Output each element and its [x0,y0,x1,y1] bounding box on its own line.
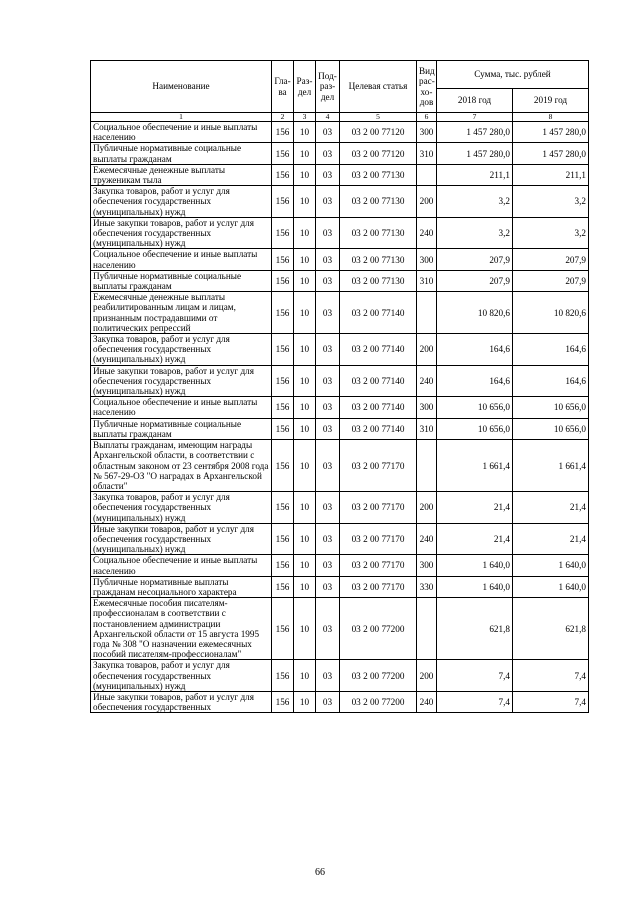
header-year-2019: 2019 год [513,89,589,113]
row-sum-2019-cell: 10 656,0 [513,418,589,439]
row-target-cell: 03 2 00 77140 [340,397,417,418]
row-target-cell: 03 2 00 77170 [340,576,417,597]
row-expense-type-cell: 300 [417,249,437,270]
row-expense-type-cell: 330 [417,576,437,597]
row-target-cell: 03 2 00 77140 [340,418,417,439]
row-expense-type-cell: 300 [417,397,437,418]
row-sum-2018-cell: 207,9 [437,249,513,270]
row-target-cell: 03 2 00 77200 [340,660,417,692]
column-number: 1 [91,113,272,122]
row-subsection-cell: 03 [316,143,340,164]
column-number: 2 [272,113,294,122]
row-subsection-cell: 03 [316,186,340,218]
row-subsection-cell: 03 [316,598,340,660]
row-sum-2019-cell: 7,4 [513,660,589,692]
row-subsection-cell: 03 [316,523,340,555]
row-expense-type-cell: 310 [417,418,437,439]
row-subsection-cell: 03 [316,576,340,597]
row-chapter-cell: 156 [272,397,294,418]
table-row [91,397,589,418]
row-chapter-cell: 156 [272,523,294,555]
header-subsection: Под-раз-дел [316,61,340,113]
row-subsection-cell: 03 [316,334,340,366]
table-row [91,217,589,249]
row-subsection-cell: 03 [316,164,340,185]
table-row [91,576,589,597]
row-sum-2019-cell: 3,2 [513,186,589,218]
row-name-cell: Социальное обеспечение и иные выплаты населению [91,555,272,576]
row-name-cell: Закупка товаров, работ и услуг для обеспечения государственных (муниципальных) нужд [91,186,272,218]
row-name-cell: Иные закупки товаров, работ и услуг для обеспечения государственных (муниципальных) нужд [91,365,272,397]
row-expense-type-cell: 200 [417,492,437,524]
table-row [91,186,589,218]
row-chapter-cell: 156 [272,292,294,334]
row-sum-2018-cell: 10 820,6 [437,292,513,334]
table-row [91,270,589,291]
row-sum-2018-cell: 1 640,0 [437,576,513,597]
row-sum-2018-cell: 7,4 [437,691,513,712]
table-row [91,598,589,660]
row-sum-2018-cell: 10 656,0 [437,418,513,439]
row-target-cell: 03 2 00 77200 [340,598,417,660]
row-target-cell: 03 2 00 77120 [340,143,417,164]
row-sum-2019-cell: 21,4 [513,523,589,555]
row-chapter-cell: 156 [272,598,294,660]
table-row [91,523,589,555]
header-target: Целевая статья [340,61,417,113]
row-sum-2019-cell: 1 640,0 [513,555,589,576]
row-section-cell: 10 [294,492,316,524]
row-chapter-cell: 156 [272,365,294,397]
table-header [91,61,589,122]
row-expense-type-cell: 200 [417,660,437,692]
row-name-cell: Публичные нормативные социальные выплаты гражданам [91,270,272,291]
row-subsection-cell: 03 [316,492,340,524]
row-sum-2019-cell: 211,1 [513,164,589,185]
column-number-row [91,113,589,122]
row-section-cell: 10 [294,691,316,712]
row-section-cell: 10 [294,660,316,692]
row-section-cell: 10 [294,418,316,439]
row-chapter-cell: 156 [272,576,294,597]
row-subsection-cell: 03 [316,660,340,692]
row-chapter-cell: 156 [272,122,294,143]
row-expense-type-cell: 240 [417,365,437,397]
row-sum-2018-cell: 164,6 [437,334,513,366]
row-sum-2019-cell: 1 457 280,0 [513,122,589,143]
row-target-cell: 03 2 00 77140 [340,334,417,366]
row-name-cell: Закупка товаров, работ и услуг для обеспечения государственных (муниципальных) нужд [91,492,272,524]
row-section-cell: 10 [294,334,316,366]
row-sum-2019-cell: 207,9 [513,249,589,270]
budget-table [90,60,589,713]
row-subsection-cell: 03 [316,418,340,439]
row-section-cell: 10 [294,292,316,334]
row-sum-2018-cell: 1 457 280,0 [437,143,513,164]
row-sum-2019-cell: 164,6 [513,334,589,366]
row-expense-type-cell: 240 [417,523,437,555]
row-subsection-cell: 03 [316,270,340,291]
row-sum-2019-cell: 1 640,0 [513,576,589,597]
row-sum-2019-cell: 1 661,4 [513,440,589,492]
page-number: 66 [315,867,325,878]
row-chapter-cell: 156 [272,143,294,164]
row-chapter-cell: 156 [272,492,294,524]
row-sum-2018-cell: 1 661,4 [437,440,513,492]
row-section-cell: 10 [294,164,316,185]
column-number: 3 [294,113,316,122]
table-row [91,555,589,576]
row-target-cell: 03 2 00 77130 [340,249,417,270]
row-target-cell: 03 2 00 77170 [340,492,417,524]
row-sum-2018-cell: 3,2 [437,217,513,249]
row-section-cell: 10 [294,576,316,597]
row-target-cell: 03 2 00 77170 [340,523,417,555]
row-target-cell: 03 2 00 77200 [340,691,417,712]
row-target-cell: 03 2 00 77170 [340,440,417,492]
row-name-cell: Ежемесячные денежные выплаты реабилитированным лицам и лицам, признанным пострадавшими от политических репрессий [91,292,272,334]
table-row [91,164,589,185]
row-subsection-cell: 03 [316,292,340,334]
row-section-cell: 10 [294,217,316,249]
header-expense-type: Вид рас-хо-дов [417,61,437,113]
row-chapter-cell: 156 [272,691,294,712]
row-expense-type-cell: 240 [417,217,437,249]
row-target-cell: 03 2 00 77130 [340,164,417,185]
row-chapter-cell: 156 [272,440,294,492]
row-subsection-cell: 03 [316,440,340,492]
row-section-cell: 10 [294,365,316,397]
row-target-cell: 03 2 00 77140 [340,292,417,334]
row-name-cell: Социальное обеспечение и иные выплаты населению [91,249,272,270]
column-number: 8 [513,113,589,122]
row-section-cell: 10 [294,270,316,291]
row-chapter-cell: 156 [272,270,294,291]
row-sum-2019-cell: 621,8 [513,598,589,660]
row-section-cell: 10 [294,598,316,660]
row-section-cell: 10 [294,555,316,576]
row-expense-type-cell: 240 [417,691,437,712]
row-sum-2019-cell: 21,4 [513,492,589,524]
row-target-cell: 03 2 00 77130 [340,270,417,291]
row-name-cell: Выплаты гражданам, имеющим награды Архангельской области, в соответствии с областным законом от 23 сентября 2008 года № 567-29-ОЗ "О наградах в Архангельской области" [91,440,272,492]
table-row [91,249,589,270]
row-name-cell: Закупка товаров, работ и услуг для обеспечения государственных (муниципальных) нужд [91,660,272,692]
table-body [91,122,589,713]
row-sum-2018-cell: 207,9 [437,270,513,291]
row-sum-2018-cell: 21,4 [437,523,513,555]
row-expense-type-cell [417,164,437,185]
row-target-cell: 03 2 00 77120 [340,122,417,143]
row-subsection-cell: 03 [316,217,340,249]
header-sum: Сумма, тыс. рублей [437,61,589,89]
row-subsection-cell: 03 [316,122,340,143]
row-sum-2018-cell: 1 640,0 [437,555,513,576]
row-name-cell: Ежемесячные денежные выплаты труженикам тыла [91,164,272,185]
header-chapter: Гла-ва [272,61,294,113]
table-row [91,365,589,397]
row-section-cell: 10 [294,523,316,555]
row-subsection-cell: 03 [316,249,340,270]
row-sum-2018-cell: 10 656,0 [437,397,513,418]
row-expense-type-cell [417,440,437,492]
row-chapter-cell: 156 [272,334,294,366]
row-sum-2019-cell: 10 656,0 [513,397,589,418]
row-chapter-cell: 156 [272,555,294,576]
row-expense-type-cell [417,598,437,660]
row-expense-type-cell: 300 [417,122,437,143]
row-chapter-cell: 156 [272,164,294,185]
row-name-cell: Закупка товаров, работ и услуг для обеспечения государственных (муниципальных) нужд [91,334,272,366]
table-row [91,691,589,712]
row-target-cell: 03 2 00 77130 [340,186,417,218]
column-number: 7 [437,113,513,122]
table-row [91,492,589,524]
header-year-2018: 2018 год [437,89,513,113]
row-section-cell: 10 [294,397,316,418]
row-section-cell: 10 [294,143,316,164]
row-target-cell: 03 2 00 77140 [340,365,417,397]
row-section-cell: 10 [294,440,316,492]
row-name-cell: Иные закупки товаров, работ и услуг для обеспечения государственных (муниципальных) нужд [91,523,272,555]
column-number: 5 [340,113,417,122]
table-row [91,440,589,492]
row-chapter-cell: 156 [272,186,294,218]
row-subsection-cell: 03 [316,691,340,712]
row-sum-2018-cell: 7,4 [437,660,513,692]
row-chapter-cell: 156 [272,249,294,270]
row-name-cell: Социальное обеспечение и иные выплаты населению [91,397,272,418]
row-sum-2018-cell: 621,8 [437,598,513,660]
row-sum-2019-cell: 3,2 [513,217,589,249]
row-name-cell: Социальное обеспечение и иные выплаты населению [91,122,272,143]
row-target-cell: 03 2 00 77130 [340,217,417,249]
row-subsection-cell: 03 [316,397,340,418]
header-section: Раз-дел [294,61,316,113]
row-section-cell: 10 [294,249,316,270]
column-number: 6 [417,113,437,122]
table-row [91,660,589,692]
table-row [91,334,589,366]
row-section-cell: 10 [294,186,316,218]
row-subsection-cell: 03 [316,365,340,397]
row-sum-2019-cell: 10 820,6 [513,292,589,334]
row-expense-type-cell: 200 [417,334,437,366]
row-sum-2018-cell: 164,6 [437,365,513,397]
row-name-cell: Публичные нормативные социальные выплаты гражданам [91,143,272,164]
row-sum-2018-cell: 3,2 [437,186,513,218]
row-section-cell: 10 [294,122,316,143]
row-name-cell: Иные закупки товаров, работ и услуг для обеспечения государственных (муниципальных) нужд [91,217,272,249]
table-row [91,143,589,164]
column-number: 4 [316,113,340,122]
row-name-cell: Ежемесячные пособия писателям-профессионалам в соответствии с постановлением администрации Архангельской области от 15 августа 1995 года № 308 "О назначении ежемесячных пособий писателям-профессионалам" [91,598,272,660]
row-expense-type-cell: 200 [417,186,437,218]
table-row [91,292,589,334]
row-chapter-cell: 156 [272,217,294,249]
row-chapter-cell: 156 [272,660,294,692]
row-sum-2019-cell: 164,6 [513,365,589,397]
row-name-cell: Иные закупки товаров, работ и услуг для обеспечения государственных [91,691,272,712]
row-expense-type-cell: 310 [417,270,437,291]
row-sum-2018-cell: 1 457 280,0 [437,122,513,143]
row-name-cell: Публичные нормативные выплаты гражданам несоциального характера [91,576,272,597]
row-expense-type-cell: 310 [417,143,437,164]
row-sum-2018-cell: 211,1 [437,164,513,185]
row-sum-2019-cell: 7,4 [513,691,589,712]
row-sum-2018-cell: 21,4 [437,492,513,524]
row-subsection-cell: 03 [316,555,340,576]
table-row [91,122,589,143]
table-row [91,418,589,439]
row-expense-type-cell [417,292,437,334]
row-target-cell: 03 2 00 77170 [340,555,417,576]
row-name-cell: Публичные нормативные социальные выплаты гражданам [91,418,272,439]
row-sum-2019-cell: 1 457 280,0 [513,143,589,164]
row-expense-type-cell: 300 [417,555,437,576]
row-sum-2019-cell: 207,9 [513,270,589,291]
row-chapter-cell: 156 [272,418,294,439]
header-name: Наименование [91,61,272,113]
